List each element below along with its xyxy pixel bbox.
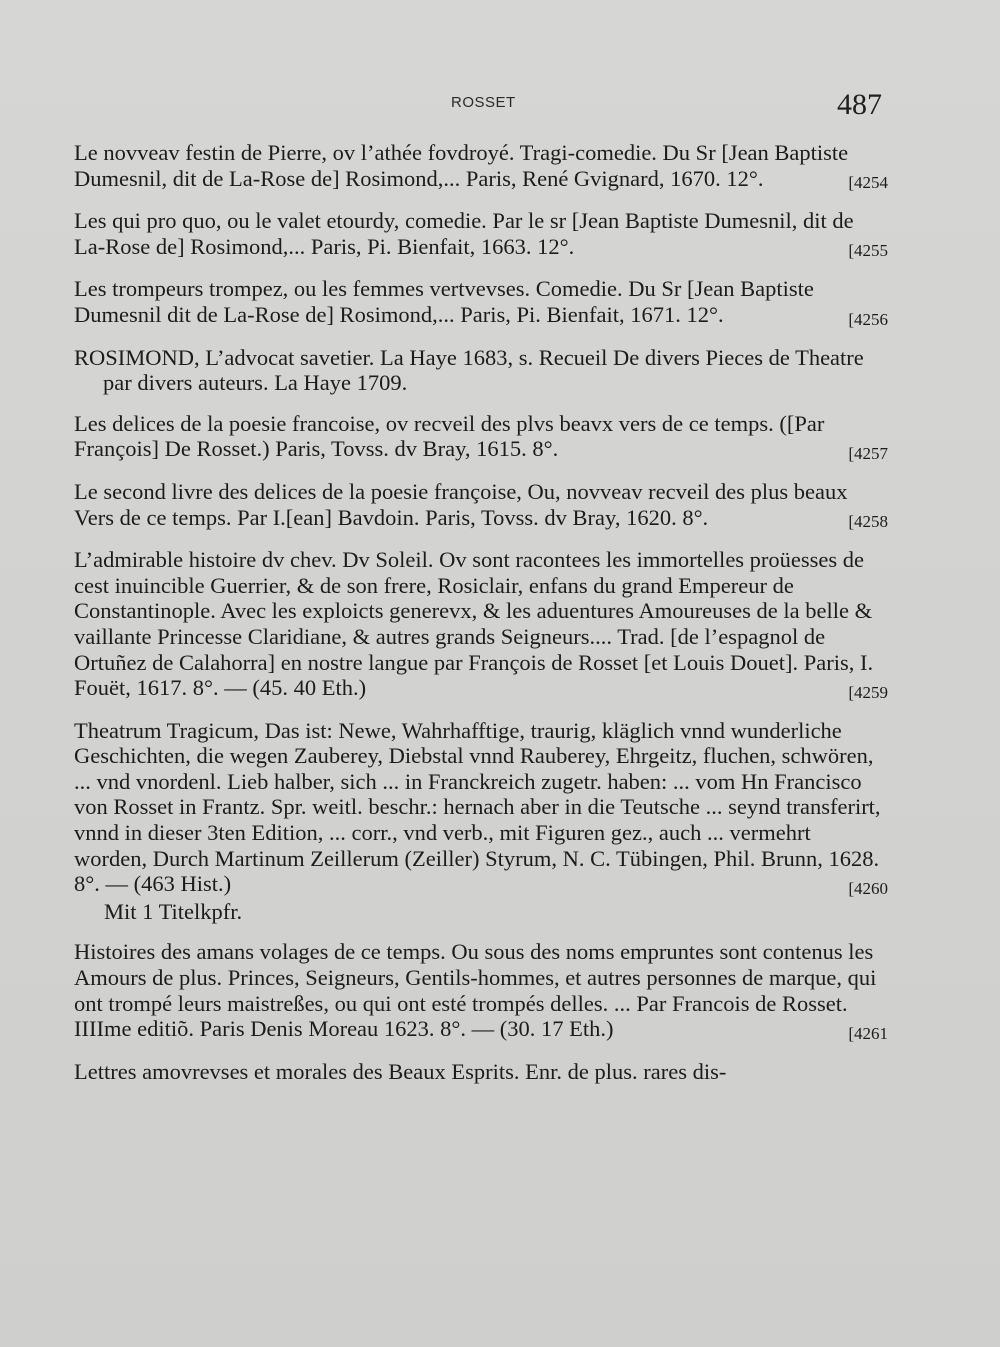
entry-4255 <box>74 208 886 261</box>
entry-4254 <box>74 140 886 193</box>
entry-number: [4256 <box>848 309 888 329</box>
entry-lettres <box>74 1059 886 1085</box>
entry-4258 <box>74 479 886 532</box>
entry-text: Le second livre des delices de la poesie françoise, Ou, novveav recveil des plus beaux Vers de ce temps. Par I.[ean] Bavdoin. Paris, Tovss. dv Bray, 1620. 8°. <box>74 478 848 530</box>
page-number: 487 <box>837 88 882 121</box>
entry-4257 <box>74 411 886 464</box>
entry-number: [4254 <box>848 173 888 193</box>
entry-text: Lettres amovrevses et morales des Beaux Esprits. Enr. de plus. rares dis- <box>74 1058 727 1084</box>
entry-text: Les delices de la poesie francoise, ov recveil des plvs beavx vers de ce temps. ([Par François] De Rosset.) Paris, Tovss. dv Bray, 1615. 8°. <box>74 410 825 462</box>
entry-text: Histoires des amans volages de ce temps. Ou sous des noms empruntes sont contenus les Amours de plus. Princes, Seigneurs, Gentils-hommes, et autres personnes de marque, qui ont trompé leurs maistreßes, ou qui ont esté trompés delles. ... Par Francois de Rosset. IIIIme editiõ. Paris Denis Moreau 1623. 8°. — (30. 17 Eth.) <box>74 939 877 1042</box>
entry-note: Mit 1 Titelkpfr. <box>104 898 243 924</box>
entry-number: [4260 <box>848 878 888 898</box>
entry-number: [4259 <box>848 682 888 702</box>
entry-number: [4258 <box>848 512 888 532</box>
entry-4256 <box>74 276 886 329</box>
running-title: ROSSET <box>451 94 516 111</box>
entry-number: [4255 <box>848 241 888 261</box>
entry-text: Theatrum Tragicum, Das ist: Newe, Wahrhafftige, traurig, kläglich vnnd wunderliche Geschichten, die wegen Zauberey, Diebstal vnnd Rauberey, Ehrgeitz, fluchen, schwören, ... vnd vnordenl. Lieb halber, sich ... in Franckreich zugetr. haben: ... vom Hn Francisco von Rosset in Frantz. Spr. weitl. beschr.: hernach aber in die Teutsche ... seynd transferirt, vnnd in dieser 3ten Edition, ... corr., vnd verb., mit Figuren gez., auch ... vermehrt worden, Durch Martinum Zeillerum (Zeiller) Styrum, N. C. Tübingen, Phil. Brunn, 1628. 8°. — (463 Hist.) <box>74 717 881 897</box>
entry-text: Les qui pro quo, ou le valet etourdy, comedie. Par le sr [Jean Baptiste Dumesnil, dit de La-Rose de] Rosimond,... Paris, Pi. Bienfait, 1663. 12°. <box>74 208 854 259</box>
entry-text: Les trompeurs trompez, ou les femmes vertvevses. Comedie. Du Sr [Jean Baptiste Dumesnil dit de La-Rose de] Rosimond,... Paris, Pi. Bienfait, 1671. 12°. <box>74 276 814 327</box>
entry-4259 <box>74 547 886 703</box>
entry-number: [4257 <box>848 443 888 463</box>
entry-number: [4261 <box>848 1023 888 1043</box>
entry-text: Le novveav festin de Pierre, ov l’athée fovdroyé. Tragi-comedie. Du Sr [Jean Baptiste Dumesnil, dit de La-Rose de] Rosimond,... Paris, René Gvignard, 1670. 12°. <box>74 140 849 191</box>
entry-4260 <box>74 718 886 925</box>
entry-rosimond <box>74 345 886 396</box>
entry-4261 <box>74 939 886 1043</box>
bibliography-entries <box>74 140 886 1099</box>
entry-text: L’admirable histoire dv chev. Dv Soleil. Ov sont racontees les immortelles proüesses de cest inuincible Guerrier, & de son frere, Rosiclair, enfans du grand Empereur de Constantinople. Avec les exploicts generevx, & les aduentures Amoureuses de la belle & vaillante Princesse Claridiane, & autres grands Seigneurs.... Trad. [de l’espagnol de Ortuñez de Calahorra] en nostre langue par François de Rosset [et Louis Douet]. Paris, I. Fouët, 1617. 8°. — (45. 40 Eth.) <box>74 547 874 701</box>
entry-text: ROSIMOND, L’advocat savetier. La Haye 1683, s. Recueil De divers Pieces de Theatre par divers auteurs. La Haye 1709. <box>74 344 864 396</box>
